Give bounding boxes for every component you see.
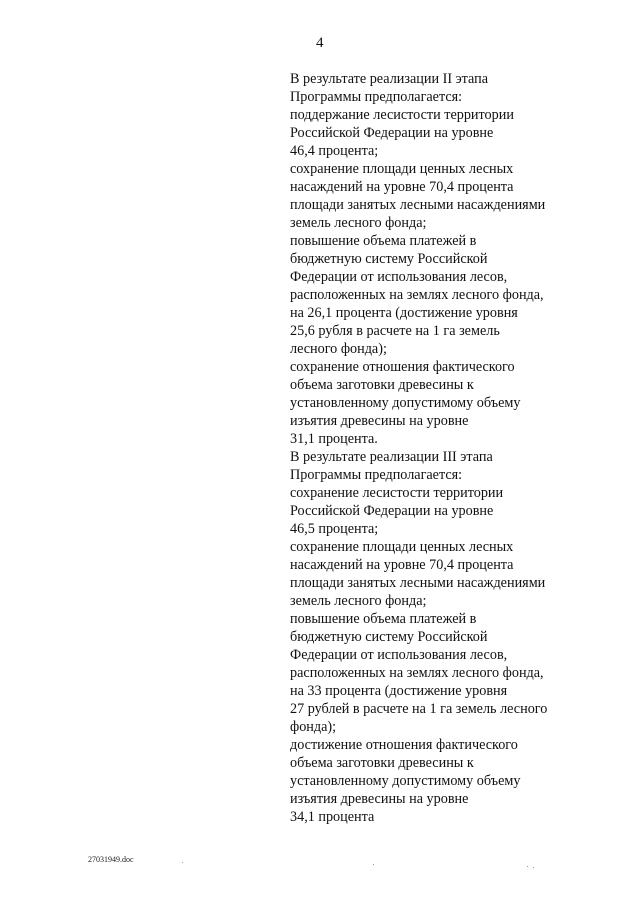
text-line: изъятия древесины на уровне <box>290 791 469 807</box>
footer-filename: 27031949.doc <box>88 855 134 864</box>
text-line: достижение отношения фактического <box>290 737 518 753</box>
text-line: изъятия древесины на уровне <box>290 413 469 429</box>
text-line: сохранение отношения фактического <box>290 359 515 375</box>
text-line: объема заготовки древесины к <box>290 755 474 771</box>
text-line: сохранение площади ценных лесных <box>290 161 514 177</box>
text-line: насаждений на уровне 70,4 процента <box>290 179 514 195</box>
text-line: земель лесного фонда; <box>290 593 427 609</box>
text-line: 46,4 процента; <box>290 143 379 159</box>
text-line: расположенных на землях лесного фонда, <box>290 287 544 303</box>
text-line: на 26,1 процента (достижение уровня <box>290 305 518 321</box>
text-line: поддержание лесистости территории <box>290 107 514 123</box>
text-line: площади занятых лесными насаждениями <box>290 575 546 591</box>
text-line: Федерации от использования лесов, <box>290 647 508 663</box>
text-line: установленному допустимому объему <box>290 773 521 789</box>
scan-speck <box>373 864 374 865</box>
text-line: лесного фонда); <box>290 341 387 357</box>
scan-speck <box>527 866 528 867</box>
text-line: Российской Федерации на уровне <box>290 125 494 141</box>
text-line: насаждений на уровне 70,4 процента <box>290 557 514 573</box>
text-line: площади занятых лесными насаждениями <box>290 197 546 213</box>
text-line: 27 рублей в расчете на 1 га земель лесного <box>290 701 548 717</box>
scan-speck <box>182 862 183 863</box>
text-line: В результате реализации II этапа <box>290 71 489 87</box>
text-line: бюджетную систему Российской <box>290 251 488 267</box>
text-line: повышение объема платежей в <box>290 233 477 249</box>
text-line: установленному допустимому объему <box>290 395 521 411</box>
document-body <box>290 70 620 826</box>
text-line: 46,5 процента; <box>290 521 379 537</box>
text-line: на 33 процента (достижение уровня <box>290 683 508 699</box>
text-line: 25,6 рубля в расчете на 1 га земель <box>290 323 500 339</box>
text-line: повышение объема платежей в <box>290 611 477 627</box>
text-line: бюджетную систему Российской <box>290 629 488 645</box>
text-line: объема заготовки древесины к <box>290 377 474 393</box>
text-line: Федерации от использования лесов, <box>290 269 508 285</box>
page-number: 4 <box>316 35 324 51</box>
text-line: сохранение лесистости территории <box>290 485 504 501</box>
text-line: фонда); <box>290 719 337 735</box>
text-line: В результате реализации III этапа <box>290 449 493 465</box>
scan-speck <box>533 867 534 868</box>
text-line: расположенных на землях лесного фонда, <box>290 665 544 681</box>
text-line: земель лесного фонда; <box>290 215 427 231</box>
text-line: Российской Федерации на уровне <box>290 503 494 519</box>
text-line: 34,1 процента <box>290 809 375 825</box>
text-line: Программы предполагается: <box>290 467 463 483</box>
text-line: сохранение площади ценных лесных <box>290 539 514 555</box>
text-line: 31,1 процента. <box>290 431 378 447</box>
text-line: Программы предполагается: <box>290 89 463 105</box>
